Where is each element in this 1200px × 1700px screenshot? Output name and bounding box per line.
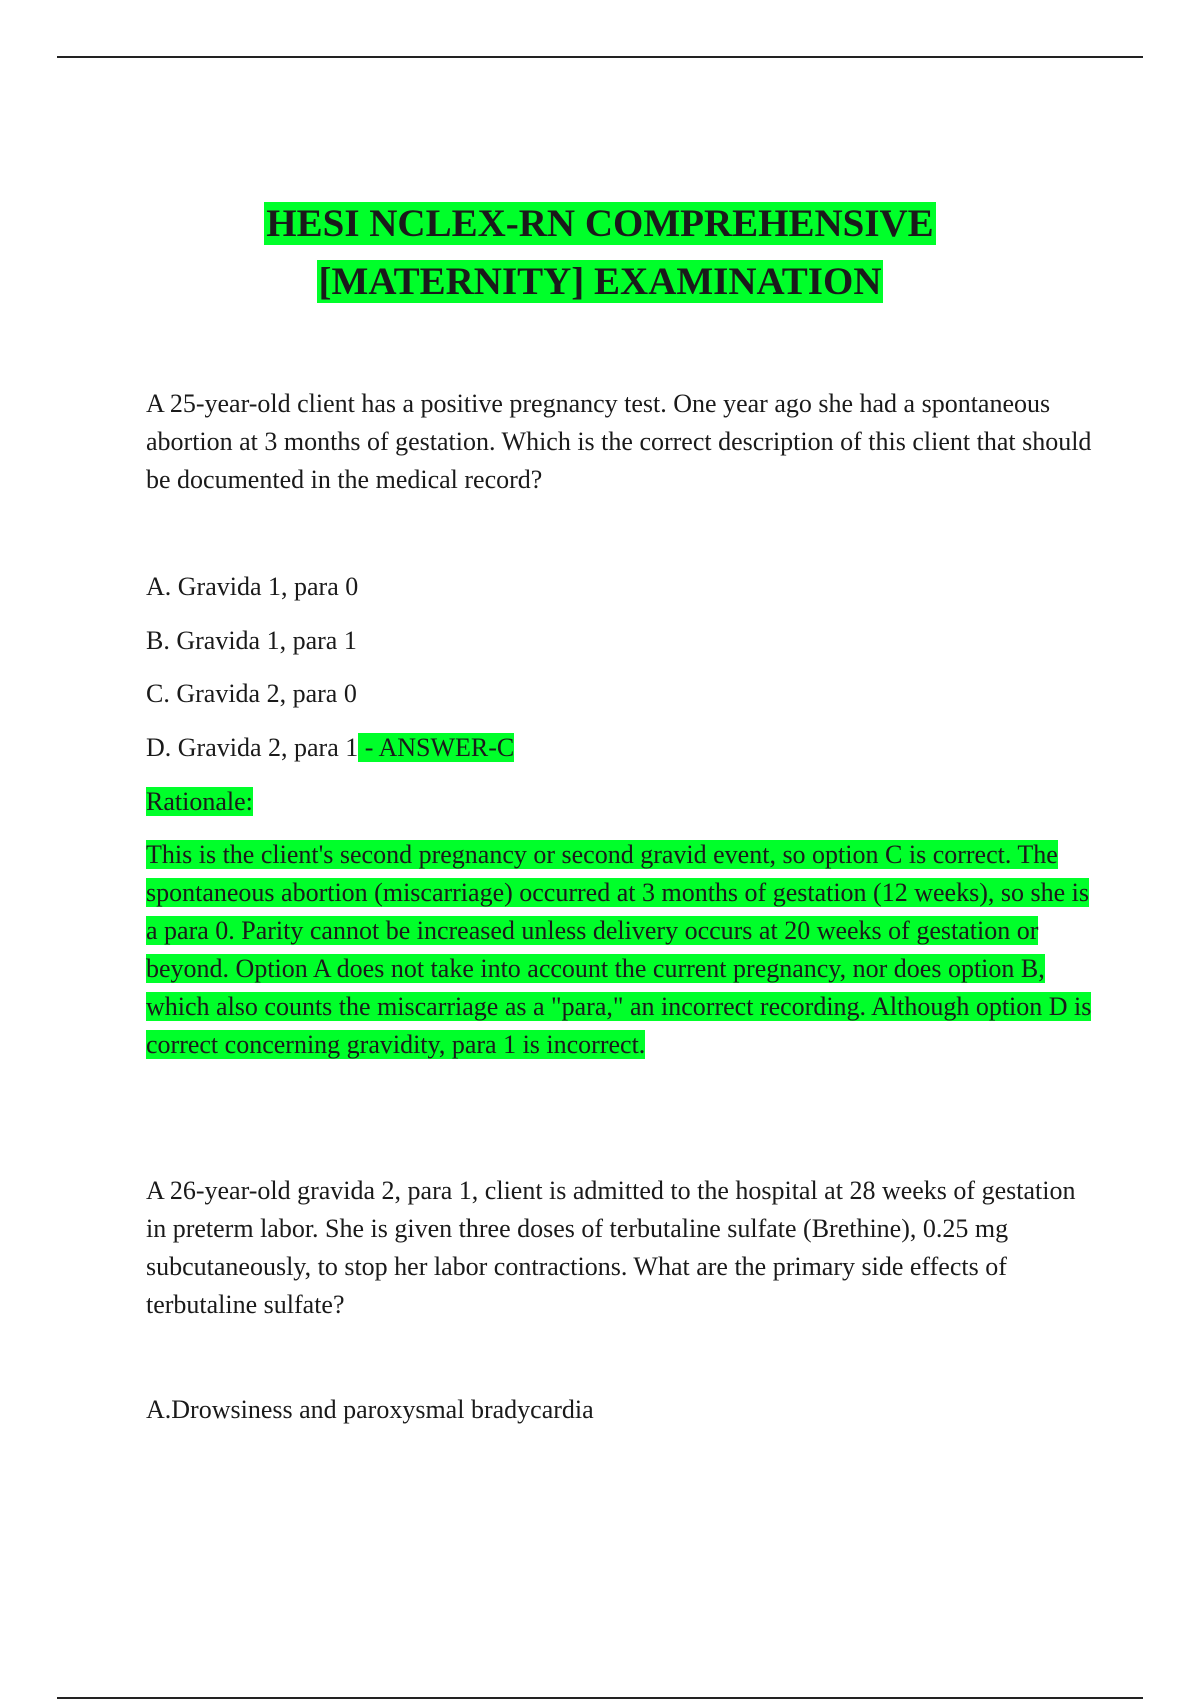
rationale-label-text: Rationale: — [146, 787, 253, 816]
rationale-text: This is the client's second pregnancy or second gravid event, so option C is correct. The spontaneous abortion (miscarriage) occurred at 3 months of gestation (12 weeks), so she is a para 0. Parity cannot be increased unless delivery occurs at 20 weeks of gestation or beyond. Option A does not take into account the current pregnancy, nor does option B, which also counts the miscarriage as a "para," an incorrect recording. Although option D is correct concerning gravidity, para 1 is incorrect. — [146, 840, 1092, 1059]
question-1-option-d — [146, 729, 514, 767]
question-2-text: A 26-year-old gravida 2, para 1, client is admitted to the hospital at 28 weeks of gestation in preterm labor. She is given three doses of terbutaline sulfate (Brethine), 0.25 mg subcutaneously, to stop her labor contractions. What are the primary side effects of terbutaline sulfate? — [146, 1176, 1076, 1319]
answer-key: - ANSWER-C — [358, 733, 515, 762]
rationale-label — [146, 783, 253, 821]
bottom-rule — [57, 1697, 1143, 1699]
question-1-option-b: B. Gravida 1, para 1 — [146, 626, 357, 655]
top-rule — [57, 56, 1143, 58]
question-1-option-a: A. Gravida 1, para 0 — [146, 572, 359, 601]
option-d-label: D. Gravida 2, para 1 — [146, 733, 359, 762]
question-2-option-a: A.Drowsiness and paroxysmal bradycardia — [146, 1395, 594, 1424]
question-1-option-c: C. Gravida 2, para 0 — [146, 679, 357, 708]
page-title — [0, 195, 1200, 311]
title-line-1: HESI NCLEX-RN COMPREHENSIVE — [266, 202, 934, 245]
question-1-text: A 25-year-old client has a positive pregnancy test. One year ago she had a spontaneous abortion at 3 months of gestation. Which is the correct description of this client that should be documented in the medical record? — [146, 389, 1092, 494]
rationale-paragraph — [146, 836, 1106, 1064]
title-line-2: [MATERNITY] EXAMINATION — [318, 260, 882, 303]
